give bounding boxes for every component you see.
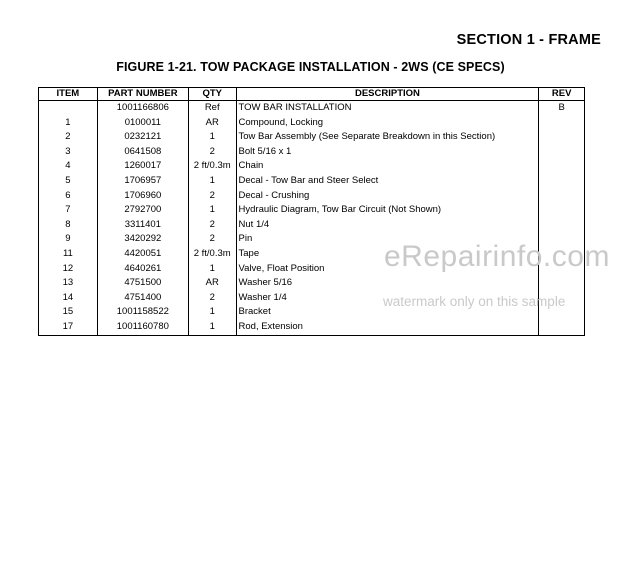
cell-item: 8 bbox=[39, 218, 98, 233]
cell-part-number: 4751500 bbox=[97, 276, 188, 291]
cell-part-number: 3420292 bbox=[97, 232, 188, 247]
cell-description: Nut 1/4 bbox=[236, 218, 539, 233]
section-title: SECTION 1 - FRAME bbox=[456, 32, 601, 48]
cell-part-number: 1706960 bbox=[97, 189, 188, 204]
cell-qty: 2 bbox=[188, 291, 236, 306]
cell-part-number: 2792700 bbox=[97, 203, 188, 218]
cell-description: Compound, Locking bbox=[236, 116, 539, 131]
cell-part-number: 1001160780 bbox=[97, 320, 188, 335]
cell-rev bbox=[539, 116, 585, 131]
cell-qty: 2 bbox=[188, 218, 236, 233]
figure-title: FIGURE 1-21. TOW PACKAGE INSTALLATION - 2WS (CE SPECS) bbox=[116, 60, 505, 74]
cell-item: 6 bbox=[39, 189, 98, 204]
watermark-subtext: watermark only on this sample bbox=[383, 294, 566, 309]
cell-item: 1 bbox=[39, 116, 98, 131]
header-description: DESCRIPTION bbox=[236, 88, 539, 101]
cell-description: Valve, Float Position bbox=[236, 262, 539, 277]
cell-qty: 2 ft/0.3m bbox=[188, 247, 236, 262]
table-header-row bbox=[39, 88, 585, 101]
cell-description: Washer 1/4 bbox=[236, 291, 539, 306]
table-row bbox=[39, 174, 585, 189]
table-row bbox=[39, 130, 585, 145]
cell-item: 4 bbox=[39, 159, 98, 174]
cell-item: 13 bbox=[39, 276, 98, 291]
table-row bbox=[39, 276, 585, 291]
cell-rev bbox=[539, 189, 585, 204]
cell-description: Bracket bbox=[236, 305, 539, 320]
cell-description: Chain bbox=[236, 159, 539, 174]
header-item: ITEM bbox=[39, 88, 98, 101]
cell-description: Bolt 5/16 x 1 bbox=[236, 145, 539, 160]
header-rev: REV bbox=[539, 88, 585, 101]
cell-description: Tape bbox=[236, 247, 539, 262]
cell-item: 7 bbox=[39, 203, 98, 218]
cell-item: 14 bbox=[39, 291, 98, 306]
cell-part-number: 3311401 bbox=[97, 218, 188, 233]
cell-qty: 2 bbox=[188, 145, 236, 160]
cell-item: 5 bbox=[39, 174, 98, 189]
cell-part-number: 4420051 bbox=[97, 247, 188, 262]
cell-qty: 1 bbox=[188, 174, 236, 189]
header-part-number: PART NUMBER bbox=[97, 88, 188, 101]
cell-rev bbox=[539, 130, 585, 145]
cell-qty: AR bbox=[188, 276, 236, 291]
cell-part-number: 1001166806 bbox=[97, 101, 188, 116]
cell-qty: 1 bbox=[188, 203, 236, 218]
cell-description: Rod, Extension bbox=[236, 320, 539, 335]
cell-description: TOW BAR INSTALLATION bbox=[236, 101, 539, 116]
cell-part-number: 0641508 bbox=[97, 145, 188, 160]
table-row bbox=[39, 101, 585, 116]
table-row bbox=[39, 159, 585, 174]
cell-rev bbox=[539, 320, 585, 335]
cell-item: 11 bbox=[39, 247, 98, 262]
cell-item: 15 bbox=[39, 305, 98, 320]
cell-qty: 1 bbox=[188, 320, 236, 335]
header-qty: QTY bbox=[188, 88, 236, 101]
cell-item: 3 bbox=[39, 145, 98, 160]
cell-rev bbox=[539, 218, 585, 233]
cell-part-number: 4751400 bbox=[97, 291, 188, 306]
cell-rev bbox=[539, 145, 585, 160]
cell-part-number: 0232121 bbox=[97, 130, 188, 145]
cell-qty: Ref bbox=[188, 101, 236, 116]
cell-rev bbox=[539, 174, 585, 189]
cell-rev bbox=[539, 159, 585, 174]
cell-rev bbox=[539, 203, 585, 218]
cell-description: Hydraulic Diagram, Tow Bar Circuit (Not Shown) bbox=[236, 203, 539, 218]
cell-item: 9 bbox=[39, 232, 98, 247]
cell-item: 12 bbox=[39, 262, 98, 277]
cell-qty: 1 bbox=[188, 262, 236, 277]
table-row bbox=[39, 218, 585, 233]
cell-item: 17 bbox=[39, 320, 98, 335]
cell-rev: B bbox=[539, 101, 585, 116]
table-row bbox=[39, 189, 585, 204]
table-row bbox=[39, 116, 585, 131]
cell-description: Decal - Crushing bbox=[236, 189, 539, 204]
cell-qty: 1 bbox=[188, 130, 236, 145]
cell-qty: 2 bbox=[188, 189, 236, 204]
cell-part-number: 1706957 bbox=[97, 174, 188, 189]
cell-qty: 2 ft/0.3m bbox=[188, 159, 236, 174]
cell-item: 2 bbox=[39, 130, 98, 145]
cell-qty: AR bbox=[188, 116, 236, 131]
cell-qty: 1 bbox=[188, 305, 236, 320]
cell-qty: 2 bbox=[188, 232, 236, 247]
cell-part-number: 1260017 bbox=[97, 159, 188, 174]
table-row bbox=[39, 203, 585, 218]
cell-description: Tow Bar Assembly (See Separate Breakdown in this Section) bbox=[236, 130, 539, 145]
table-row bbox=[39, 145, 585, 160]
cell-description: Decal - Tow Bar and Steer Select bbox=[236, 174, 539, 189]
table-row bbox=[39, 320, 585, 335]
cell-part-number: 0100011 bbox=[97, 116, 188, 131]
cell-item bbox=[39, 101, 98, 116]
watermark-text: eRepairinfo.com bbox=[384, 240, 610, 273]
cell-rev bbox=[539, 276, 585, 291]
cell-description: Pin bbox=[236, 232, 539, 247]
cell-part-number: 1001158522 bbox=[97, 305, 188, 320]
cell-part-number: 4640261 bbox=[97, 262, 188, 277]
cell-description: Washer 5/16 bbox=[236, 276, 539, 291]
